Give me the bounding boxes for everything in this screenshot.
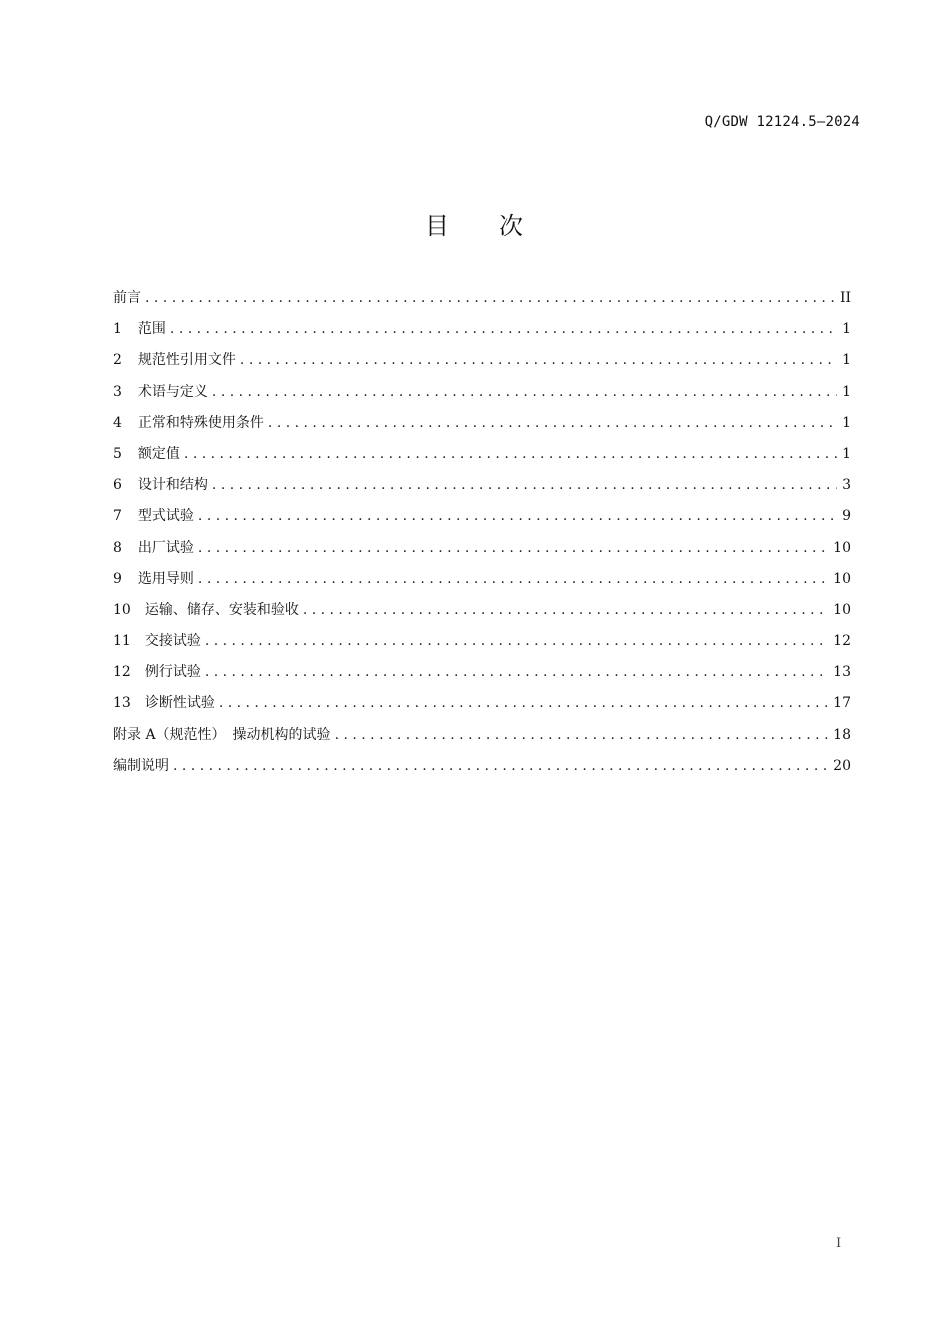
toc-entry-label: 运输、储存、安装和验收: [144, 601, 299, 618]
toc-entry-number: 1: [113, 321, 122, 338]
toc-entry-number: 6: [113, 477, 122, 494]
toc-entry-label: 附录 A（规范性） 操动机构的试验: [113, 726, 331, 743]
toc-entry[interactable]: [113, 348, 851, 379]
toc-entry[interactable]: [113, 629, 851, 660]
dot-leader: [173, 754, 829, 778]
toc-entry-page: 10: [833, 539, 851, 556]
toc-entry-label: 术语与定义: [137, 383, 208, 400]
toc-entry-page: II: [839, 290, 851, 306]
toc-entry-page: 12: [833, 633, 851, 650]
toc-entry[interactable]: [113, 660, 851, 691]
toc-entry[interactable]: [113, 536, 851, 567]
toc-entry-label: 正常和特殊使用条件: [137, 414, 264, 431]
toc-entry-label: 编制说明: [113, 757, 169, 774]
toc-entry-page: 9: [842, 508, 851, 525]
toc-entry-label: 范围: [137, 321, 166, 338]
toc-entry-number: 3: [113, 383, 122, 400]
toc-entry-number: 10: [113, 601, 131, 618]
title-char-2: 次: [499, 212, 525, 240]
toc-entry-label: 交接试验: [144, 633, 201, 650]
dot-leader: [219, 691, 829, 715]
toc-entry-page: 3: [842, 477, 851, 494]
dot-leader: [184, 442, 837, 466]
toc-entry[interactable]: [113, 691, 851, 722]
dot-leader: [268, 411, 837, 435]
toc-entry-number: 4: [113, 414, 122, 431]
toc-entry-page: 1: [842, 383, 851, 400]
toc-entry-number: 12: [113, 664, 131, 681]
toc-entry[interactable]: [113, 567, 851, 598]
toc-entry-label: 例行试验: [144, 664, 201, 681]
toc-entry-page: 13: [833, 664, 851, 681]
toc-entry-number: 11: [113, 633, 131, 650]
toc-entry-page: 17: [833, 695, 851, 712]
dot-leader: [205, 660, 829, 684]
toc-entry-label: 选用导则: [137, 570, 194, 587]
toc-entry-page: 1: [842, 445, 851, 462]
page-title: [0, 206, 950, 241]
toc-entry-number: 8: [113, 539, 122, 556]
dot-leader: [205, 629, 829, 653]
toc-entry[interactable]: [113, 723, 851, 754]
toc-entry[interactable]: [113, 754, 851, 785]
toc-entry[interactable]: [113, 442, 851, 473]
toc-entry-page: 10: [833, 601, 851, 618]
dot-leader: [240, 348, 837, 372]
dot-leader: [303, 598, 829, 622]
toc-entry-page: 1: [842, 414, 851, 431]
toc-entry-number: 13: [113, 695, 131, 712]
toc-entry[interactable]: [113, 380, 851, 411]
toc-entry-label: 诊断性试验: [144, 695, 215, 712]
toc-entry-label: 前言: [113, 290, 141, 306]
dot-leader: [212, 380, 837, 404]
title-char-1: 目: [425, 212, 451, 240]
dot-leader: [198, 567, 829, 591]
dot-leader: [212, 473, 837, 497]
dot-leader: [145, 286, 836, 310]
toc-entry-number: 9: [113, 570, 122, 587]
toc-entry[interactable]: [113, 598, 851, 629]
toc-entry-page: 10: [833, 570, 851, 587]
dot-leader: [198, 536, 829, 560]
toc-entry[interactable]: [113, 504, 851, 535]
toc-entry-page: 20: [833, 757, 851, 774]
toc-entry[interactable]: [113, 317, 851, 348]
toc-entry[interactable]: [113, 473, 851, 504]
page-number: I: [836, 1236, 842, 1251]
toc-entry-number: 7: [113, 508, 122, 525]
standard-code: Q/GDW 12124.5—2024: [704, 114, 860, 130]
toc-entry-label: 额定值: [137, 445, 180, 462]
dot-leader: [170, 317, 837, 341]
toc-entry-label: 设计和结构: [137, 477, 208, 494]
toc-entry-page: 1: [842, 321, 851, 338]
toc-entry-number: 5: [113, 445, 122, 462]
toc-entry-page: 1: [842, 352, 851, 369]
dot-leader: [198, 504, 837, 528]
toc-entry-label: 出厂试验: [137, 539, 194, 556]
toc-entry-label: 型式试验: [137, 508, 194, 525]
toc-entry[interactable]: [113, 286, 851, 317]
dot-leader: [335, 723, 830, 747]
toc-entry[interactable]: [113, 411, 851, 442]
toc-entry-number: 2: [113, 352, 122, 369]
table-of-contents: [113, 286, 851, 785]
toc-entry-page: 18: [833, 726, 851, 743]
toc-entry-label: 规范性引用文件: [137, 352, 236, 369]
